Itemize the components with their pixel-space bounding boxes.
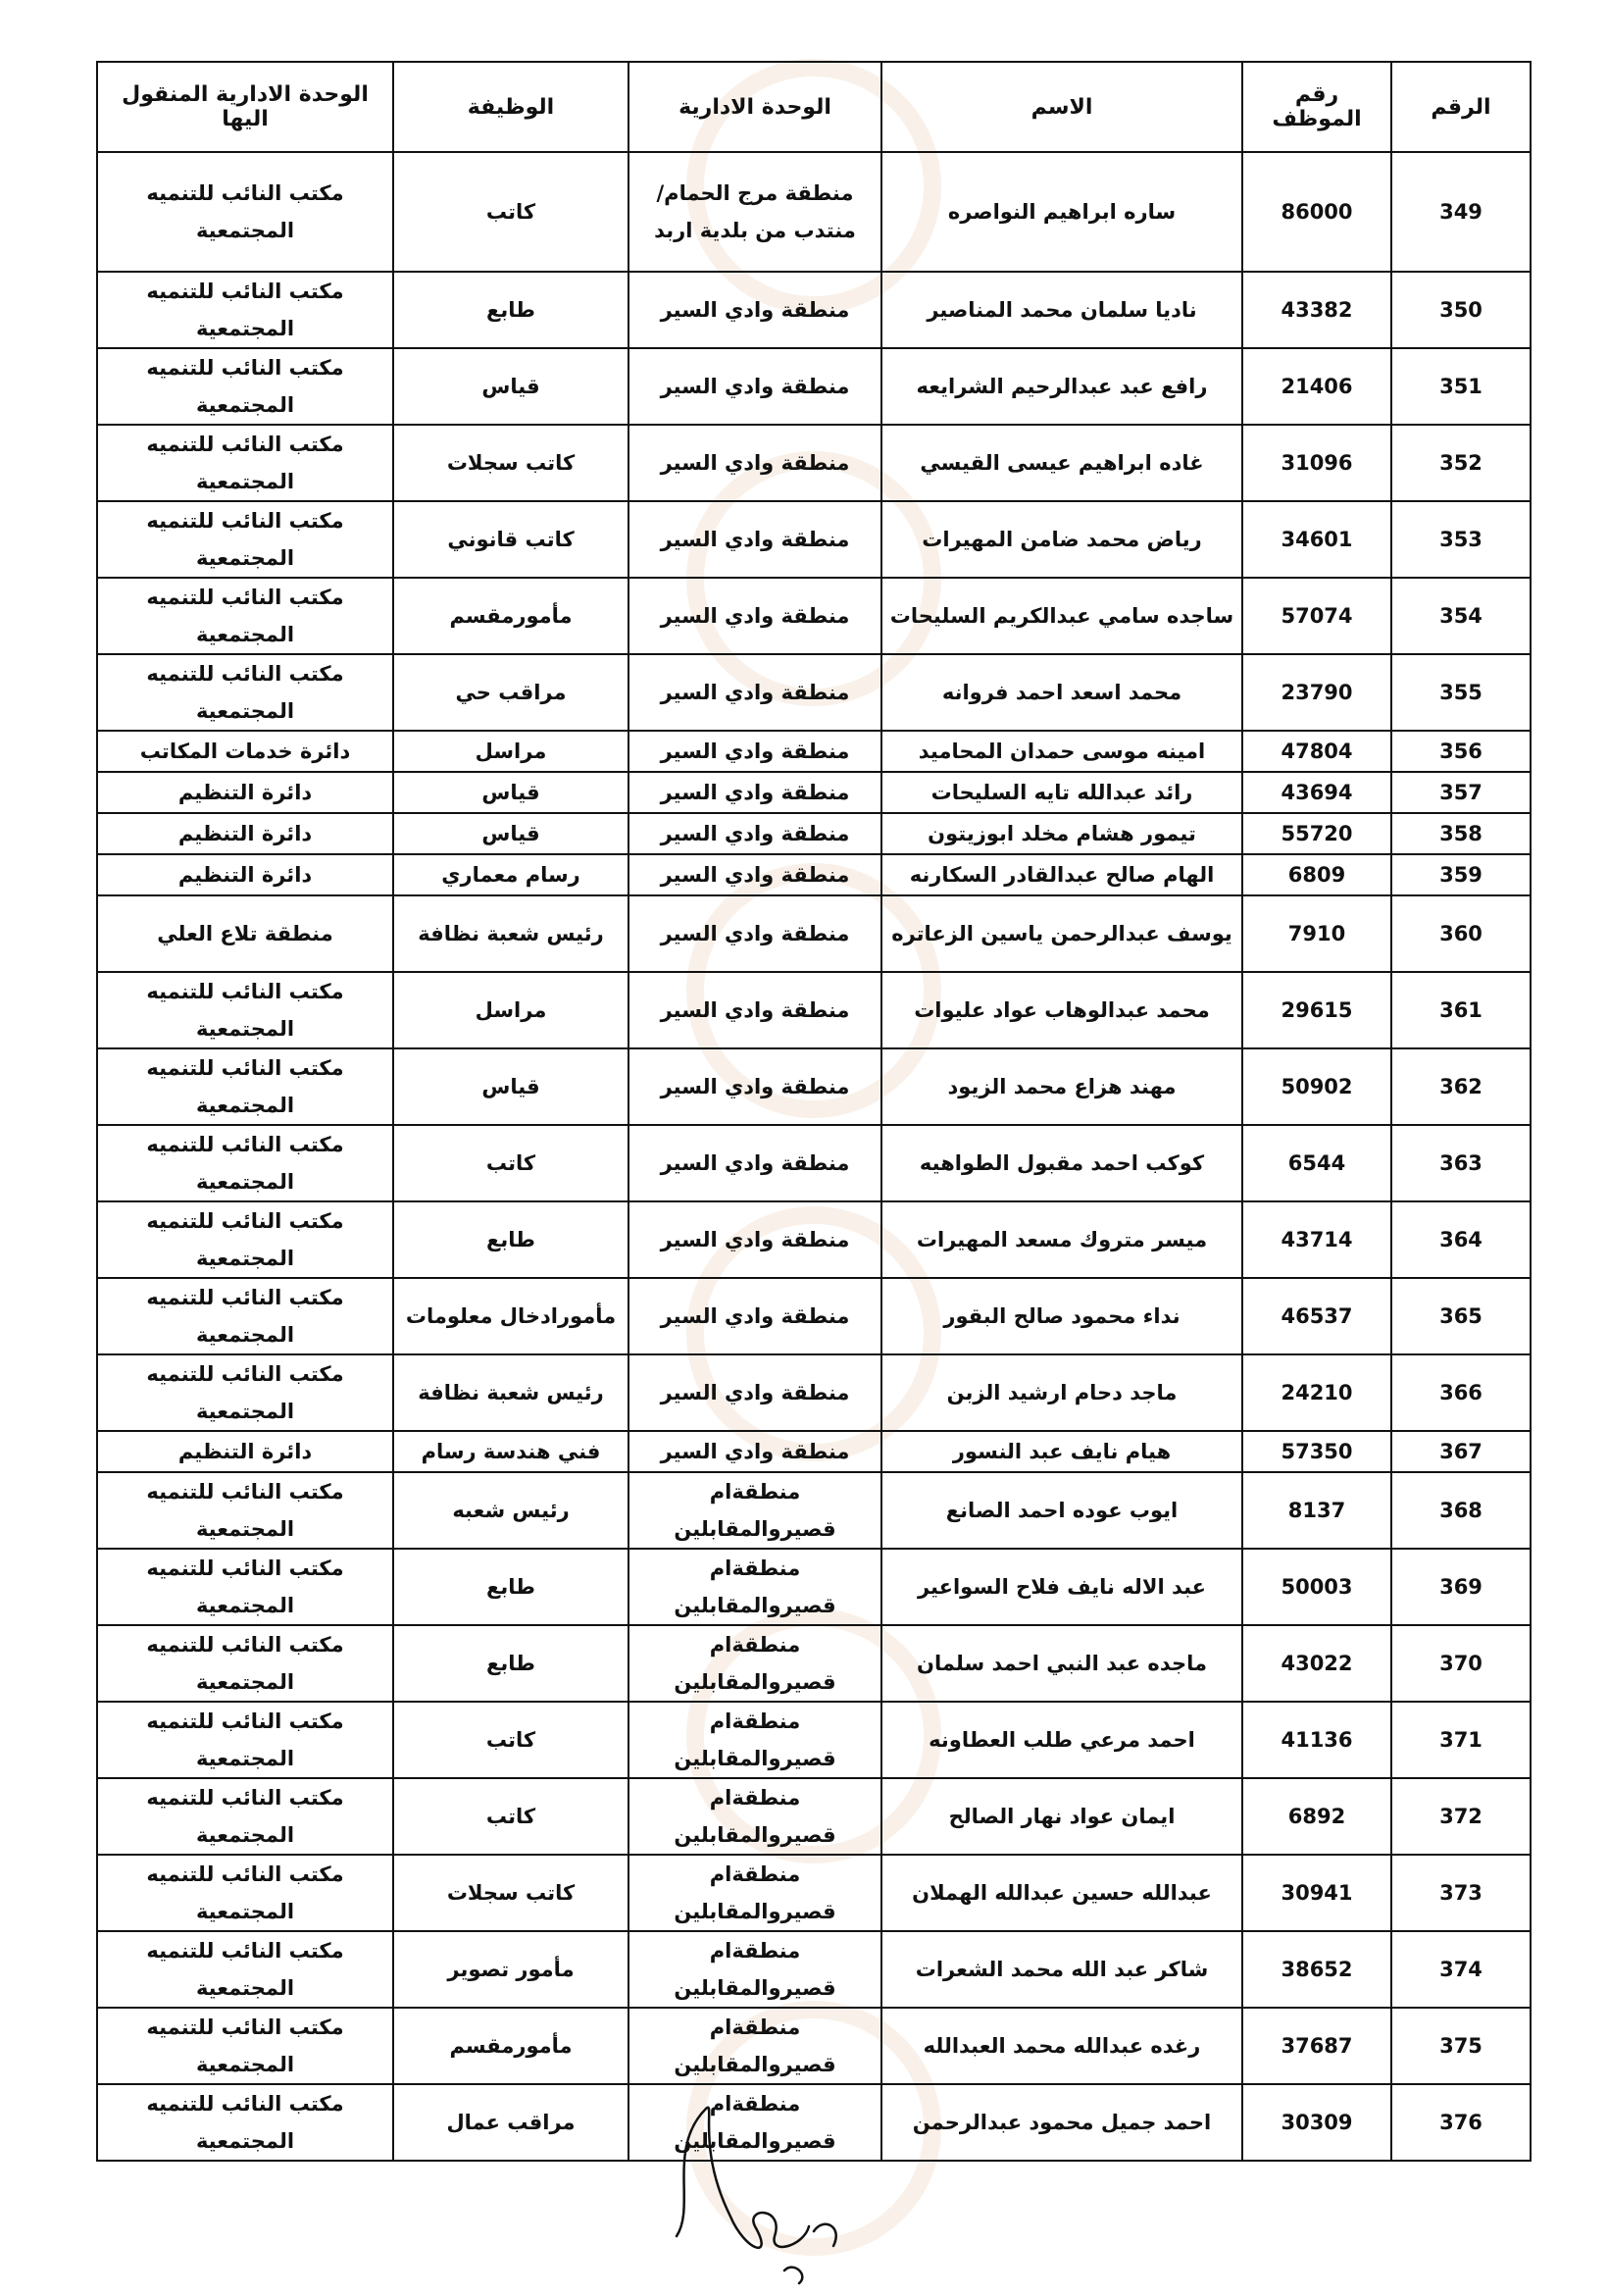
cell-admin-unit: منطقة وادي السير [628,1431,881,1472]
cell-job: مأمورمقسم [393,2008,628,2084]
cell-admin-unit: منطقة وادي السير [628,1048,881,1125]
cell-num: 363 [1391,1125,1531,1201]
cell-name: ماجده عبد النبي احمد سلمان [881,1625,1242,1702]
cell-admin-unit: منطقةام قصيروالمقابلين [628,1931,881,2008]
cell-name: احمد مرعي طلب العطاونه [881,1702,1242,1778]
cell-num: 369 [1391,1549,1531,1625]
cell-num: 349 [1391,152,1531,272]
cell-employee-number: 55720 [1242,813,1391,854]
cell-job: قياس [393,772,628,813]
cell-destination-unit: مكتب النائب للتنميه المجتمعية [97,1778,393,1855]
cell-employee-number: 57350 [1242,1431,1391,1472]
cell-admin-unit: منطقة وادي السير [628,348,881,425]
cell-admin-unit: منطقة وادي السير [628,731,881,772]
cell-admin-unit: منطقة وادي السير [628,578,881,654]
cell-employee-number: 30941 [1242,1855,1391,1931]
cell-job: كاتب [393,1778,628,1855]
cell-num: 354 [1391,578,1531,654]
cell-admin-unit: منطقة وادي السير [628,1125,881,1201]
cell-admin-unit: منطقة وادي السير [628,854,881,895]
cell-name: ميسر متروك مسعد المهيرات [881,1201,1242,1278]
table-row [97,1278,1531,1354]
cell-employee-number: 47804 [1242,731,1391,772]
cell-num: 373 [1391,1855,1531,1931]
table-row [97,854,1531,895]
cell-destination-unit: مكتب النائب للتنميه المجتمعية [97,1354,393,1431]
cell-employee-number: 50902 [1242,1048,1391,1125]
cell-employee-number: 41136 [1242,1702,1391,1778]
cell-admin-unit: منطقة وادي السير [628,1354,881,1431]
cell-destination-unit: مكتب النائب للتنميه المجتمعية [97,1472,393,1549]
table-row [97,1472,1531,1549]
cell-admin-unit: منطقة وادي السير [628,772,881,813]
cell-name: رافع عبد عبدالرحيم الشرايعه [881,348,1242,425]
cell-num: 355 [1391,654,1531,731]
cell-admin-unit: منطقة وادي السير [628,1278,881,1354]
table-row [97,272,1531,348]
cell-destination-unit: مكتب النائب للتنميه المجتمعية [97,972,393,1048]
cell-name: ايمان عواد نهار الصالح [881,1778,1242,1855]
cell-admin-unit: منطقة وادي السير [628,272,881,348]
cell-employee-number: 57074 [1242,578,1391,654]
table-row [97,152,1531,272]
transfer-table-sheet [96,61,1530,2162]
table-row [97,1125,1531,1201]
cell-num: 361 [1391,972,1531,1048]
cell-num: 360 [1391,895,1531,972]
cell-job: مراسل [393,972,628,1048]
cell-destination-unit: مكتب النائب للتنميه المجتمعية [97,1855,393,1931]
cell-employee-number: 37687 [1242,2008,1391,2084]
cell-num: 375 [1391,2008,1531,2084]
cell-name: هيام نايف عبد النسور [881,1431,1242,1472]
cell-num: 353 [1391,501,1531,578]
cell-employee-number: 6809 [1242,854,1391,895]
cell-destination-unit: مكتب النائب للتنميه المجتمعية [97,1278,393,1354]
cell-admin-unit: منطقة وادي السير [628,425,881,501]
cell-name: ساجده سامي عبدالكريم السليحات [881,578,1242,654]
cell-job: مراسل [393,731,628,772]
cell-name: نداء محمود صالح البقور [881,1278,1242,1354]
table-row [97,425,1531,501]
table-row [97,813,1531,854]
cell-employee-number: 50003 [1242,1549,1391,1625]
cell-num: 371 [1391,1702,1531,1778]
cell-name: احمد جميل محمود عبدالرحمن [881,2084,1242,2161]
cell-destination-unit: مكتب النائب للتنميه المجتمعية [97,1702,393,1778]
header-num: الرقم [1391,62,1531,152]
cell-destination-unit: مكتب النائب للتنميه المجتمعية [97,1625,393,1702]
table-row [97,1431,1531,1472]
header-destination-unit: الوحدة الادارية المنقول اليها [97,62,393,152]
cell-job: رسام معماري [393,854,628,895]
cell-admin-unit: منطقة وادي السير [628,654,881,731]
cell-name: محمد عبدالوهاب عواد عليوات [881,972,1242,1048]
cell-job: مأمورادخال معلومات [393,1278,628,1354]
cell-employee-number: 6892 [1242,1778,1391,1855]
cell-employee-number: 7910 [1242,895,1391,972]
table-row [97,1625,1531,1702]
table-row [97,1778,1531,1855]
signature [637,2089,892,2285]
cell-name: ناديا سلمان محمد المناصير [881,272,1242,348]
cell-destination-unit: مكتب النائب للتنميه المجتمعية [97,654,393,731]
cell-destination-unit: مكتب النائب للتنميه المجتمعية [97,1931,393,2008]
cell-job: كاتب [393,152,628,272]
cell-num: 351 [1391,348,1531,425]
cell-destination-unit: دائرة التنظيم [97,772,393,813]
cell-destination-unit: مكتب النائب للتنميه المجتمعية [97,501,393,578]
cell-num: 370 [1391,1625,1531,1702]
cell-admin-unit: منطقة وادي السير [628,972,881,1048]
cell-destination-unit: مكتب النائب للتنميه المجتمعية [97,2084,393,2161]
cell-admin-unit: منطقةام قصيروالمقابلين [628,1855,881,1931]
cell-num: 357 [1391,772,1531,813]
cell-employee-number: 23790 [1242,654,1391,731]
cell-job: رئيس شعبة نظافة [393,895,628,972]
cell-job: رئيس شعبه [393,1472,628,1549]
cell-job: قياس [393,1048,628,1125]
cell-destination-unit: مكتب النائب للتنميه المجتمعية [97,2008,393,2084]
cell-num: 350 [1391,272,1531,348]
cell-employee-number: 86000 [1242,152,1391,272]
cell-job: قياس [393,813,628,854]
cell-employee-number: 38652 [1242,1931,1391,2008]
cell-job: طابع [393,1625,628,1702]
cell-destination-unit: مكتب النائب للتنميه المجتمعية [97,272,393,348]
cell-name: مهند هزاع محمد الزيود [881,1048,1242,1125]
cell-job: مأمور تصوير [393,1931,628,2008]
cell-destination-unit: مكتب النائب للتنميه المجتمعية [97,1048,393,1125]
cell-job: مأمورمقسم [393,578,628,654]
cell-employee-number: 46537 [1242,1278,1391,1354]
cell-admin-unit: منطقة وادي السير [628,813,881,854]
cell-employee-number: 34601 [1242,501,1391,578]
cell-destination-unit: مكتب النائب للتنميه المجتمعية [97,1125,393,1201]
cell-admin-unit: منطقة مرج الحمام/منتدب من بلدية اربد [628,152,881,272]
cell-name: رائد عبدالله تايه السليحات [881,772,1242,813]
cell-job: كاتب قانوني [393,501,628,578]
cell-job: رئيس شعبة نظافة [393,1354,628,1431]
cell-employee-number: 43382 [1242,272,1391,348]
cell-job: طابع [393,272,628,348]
table-row [97,1931,1531,2008]
table-row [97,1702,1531,1778]
cell-job: كاتب [393,1702,628,1778]
cell-num: 362 [1391,1048,1531,1125]
cell-job: فني هندسة رسام [393,1431,628,1472]
cell-admin-unit: منطقةام قصيروالمقابلين [628,2084,881,2161]
cell-destination-unit: دائرة التنظيم [97,813,393,854]
table-row [97,348,1531,425]
table-row [97,731,1531,772]
cell-admin-unit: منطقةام قصيروالمقابلين [628,1702,881,1778]
cell-employee-number: 29615 [1242,972,1391,1048]
cell-name: ساره ابراهيم النواصره [881,152,1242,272]
cell-name: عبد الاله نايف فلاح السواعير [881,1549,1242,1625]
cell-num: 352 [1391,425,1531,501]
header-employee-number: رقم الموظف [1242,62,1391,152]
cell-employee-number: 31096 [1242,425,1391,501]
cell-job: طابع [393,1549,628,1625]
table-row [97,1549,1531,1625]
transfer-table [96,61,1532,2162]
cell-employee-number: 21406 [1242,348,1391,425]
cell-job: مراقب حي [393,654,628,731]
table-row [97,1855,1531,1931]
cell-destination-unit: مكتب النائب للتنميه المجتمعية [97,425,393,501]
cell-employee-number: 30309 [1242,2084,1391,2161]
header-admin-unit: الوحدة الادارية [628,62,881,152]
cell-name: رغده عبدالله محمد العبدالله [881,2008,1242,2084]
cell-destination-unit: مكتب النائب للتنميه المجتمعية [97,1549,393,1625]
table-row [97,654,1531,731]
header-name: الاسم [881,62,1242,152]
table-row [97,1201,1531,1278]
table-row [97,2008,1531,2084]
cell-name: ماجد دحام ارشيد الزبن [881,1354,1242,1431]
cell-admin-unit: منطقةام قصيروالمقابلين [628,1625,881,1702]
cell-num: 372 [1391,1778,1531,1855]
cell-job: كاتب سجلات [393,425,628,501]
cell-name: امينه موسى حمدان المحاميد [881,731,1242,772]
cell-name: رياض محمد ضامن المهيرات [881,501,1242,578]
cell-name: يوسف عبدالرحمن ياسين الزعاتره [881,895,1242,972]
cell-admin-unit: منطقة وادي السير [628,1201,881,1278]
cell-num: 365 [1391,1278,1531,1354]
cell-destination-unit: مكتب النائب للتنميه المجتمعية [97,578,393,654]
cell-num: 358 [1391,813,1531,854]
cell-destination-unit: مكتب النائب للتنميه المجتمعية [97,348,393,425]
cell-job: مراقب عمال [393,2084,628,2161]
cell-name: تيمور هشام مخلد ابوزيتون [881,813,1242,854]
cell-employee-number: 8137 [1242,1472,1391,1549]
cell-admin-unit: منطقة وادي السير [628,895,881,972]
cell-admin-unit: منطقةام قصيروالمقابلين [628,1549,881,1625]
cell-name: محمد اسعد احمد فروانه [881,654,1242,731]
cell-admin-unit: منطقةام قصيروالمقابلين [628,1778,881,1855]
cell-employee-number: 43714 [1242,1201,1391,1278]
table-row [97,501,1531,578]
cell-job: قياس [393,348,628,425]
cell-destination-unit: دائرة التنظيم [97,854,393,895]
cell-admin-unit: منطقةام قصيروالمقابلين [628,2008,881,2084]
cell-employee-number: 6544 [1242,1125,1391,1201]
cell-name: غاده ابراهيم عيسى القيسي [881,425,1242,501]
cell-job: طابع [393,1201,628,1278]
cell-job: كاتب [393,1125,628,1201]
table-row [97,772,1531,813]
table-header-row [97,62,1531,152]
cell-employee-number: 24210 [1242,1354,1391,1431]
cell-num: 356 [1391,731,1531,772]
cell-name: كوكب احمد مقبول الطواهيه [881,1125,1242,1201]
cell-admin-unit: منطقة وادي السير [628,501,881,578]
cell-destination-unit: دائرة خدمات المكاتب [97,731,393,772]
cell-destination-unit: مكتب النائب للتنميه المجتمعية [97,1201,393,1278]
table-row [97,1048,1531,1125]
cell-num: 374 [1391,1931,1531,2008]
cell-admin-unit: منطقةام قصيروالمقابلين [628,1472,881,1549]
cell-destination-unit: دائرة التنظيم [97,1431,393,1472]
table-row [97,578,1531,654]
table-row [97,895,1531,972]
cell-name: شاكر عبد الله محمد الشعرات [881,1931,1242,2008]
cell-name: ايوب عوده احمد الصانع [881,1472,1242,1549]
cell-num: 364 [1391,1201,1531,1278]
cell-num: 376 [1391,2084,1531,2161]
cell-job: كاتب سجلات [393,1855,628,1931]
cell-name: الهام صالح عبدالقادر السكارنه [881,854,1242,895]
table-row [97,1354,1531,1431]
cell-num: 368 [1391,1472,1531,1549]
cell-employee-number: 43022 [1242,1625,1391,1702]
cell-num: 367 [1391,1431,1531,1472]
cell-name: عبدالله حسين عبدالله الهملان [881,1855,1242,1931]
cell-destination-unit: منطقة تلاع العلي [97,895,393,972]
cell-num: 366 [1391,1354,1531,1431]
header-job: الوظيفة [393,62,628,152]
table-row [97,972,1531,1048]
cell-destination-unit: مكتب النائب للتنميه المجتمعية [97,152,393,272]
cell-num: 359 [1391,854,1531,895]
cell-employee-number: 43694 [1242,772,1391,813]
